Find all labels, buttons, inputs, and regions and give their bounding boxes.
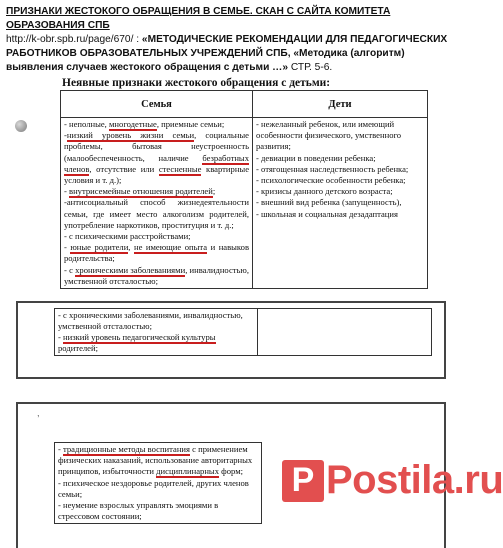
children-item: - школьная и социальная дезадаптация	[256, 208, 398, 219]
family-item: - с психическими расстройствами;	[64, 231, 191, 242]
section-title: Неявные признаки жестокого обращения с детьми:	[62, 77, 331, 89]
watermark-logo-icon: P	[282, 460, 324, 502]
continuation-item: - с хроническими заболеваниями, инвалидностью, умственной отсталостью;	[58, 310, 243, 331]
children-item: - нежеланный ребенок, или имеющий особенности физического, умственного развития;	[256, 119, 402, 152]
recommendation-title: «МЕТОДИЧЕСКИЕ РЕКОМЕНДАЦИИ ДЛЯ ПЕДАГОГИЧЕСКИХ РАБОТНИКОВ ОБРАЗОВАТЕЛЬНЫХ УЧРЕЖДЕНИЙ СПБ, «Методика (алгоритм) выявления случаев жестокого обращения с детьми …»	[6, 34, 448, 73]
signs-table	[60, 90, 428, 289]
family-item: - юные родители, не имеющие опыта и навыков родительства;	[64, 242, 250, 264]
continuation-cell	[55, 309, 258, 356]
children-item: - кризисы данного детского возраста;	[256, 186, 393, 197]
postila-watermark	[282, 458, 503, 503]
watermark-text: Postila.ru	[326, 458, 503, 502]
source-url: http://k-obr.spb.ru/page/670/ :	[6, 34, 142, 45]
page-title: ПРИЗНАКИ ЖЕСТОКОГО ОБРАЩЕНИЯ В СЕМЬЕ. СКАН С САЙТА КОМИТЕТА ОБРАЗОВАНИЯ СПБ	[6, 6, 391, 31]
continuation-table	[54, 308, 432, 356]
upbringing-item: - неумение взрослых управлять эмоциями в стрессовом состоянии;	[58, 500, 219, 522]
scan-mark: ,	[37, 408, 40, 418]
upbringing-cell	[55, 443, 262, 524]
upbringing-item: - традиционные методы воспитания с применением физических наказаний, использование авторитарных принципов, избыточности дисциплинарных форм;	[58, 444, 253, 477]
family-item: - с хроническими заболеваниями, инвалидностью, умственной отсталостью;	[64, 264, 249, 286]
bullet-circle	[15, 120, 27, 132]
children-cell	[253, 118, 428, 289]
empty-cell	[258, 309, 432, 356]
family-item: - внутрисемейные отношения родителей;	[64, 186, 216, 197]
column-family: Семья	[61, 91, 253, 118]
family-item: - неполные, многодетные, приемные семьи;	[64, 119, 225, 129]
family-item: -низкий уровень жизни семьи, социальные проблемы, бытовая неустроенность (малообеспеченность, наличие безработных членов, отсутствие или стесненные квартирные условия и т. д.);	[64, 130, 250, 186]
children-item: - внешний вид ребенка (запущенность),	[256, 197, 402, 208]
children-item: - психологические особенности ребенка;	[256, 175, 406, 186]
upbringing-item: - психическое нездоровье родителей, других членов семьи;	[58, 477, 249, 499]
children-item: - девиации в поведении ребенка;	[256, 152, 376, 163]
upbringing-table	[54, 442, 262, 524]
page-range: СТР. 5-6.	[288, 62, 333, 73]
continuation-item: - низкий уровень педагогической культуры родителей;	[58, 332, 216, 353]
family-cell	[61, 118, 253, 289]
children-item: - отягощенная наследственность ребенка;	[256, 163, 409, 174]
family-item: -антисоциальный способ жизнедеятельности семьи, где имеет место алкоголизм родителей, употребление наркотиков, проституция и т. д.;	[64, 197, 249, 230]
column-children: Дети	[253, 91, 428, 118]
header-text	[6, 5, 456, 75]
